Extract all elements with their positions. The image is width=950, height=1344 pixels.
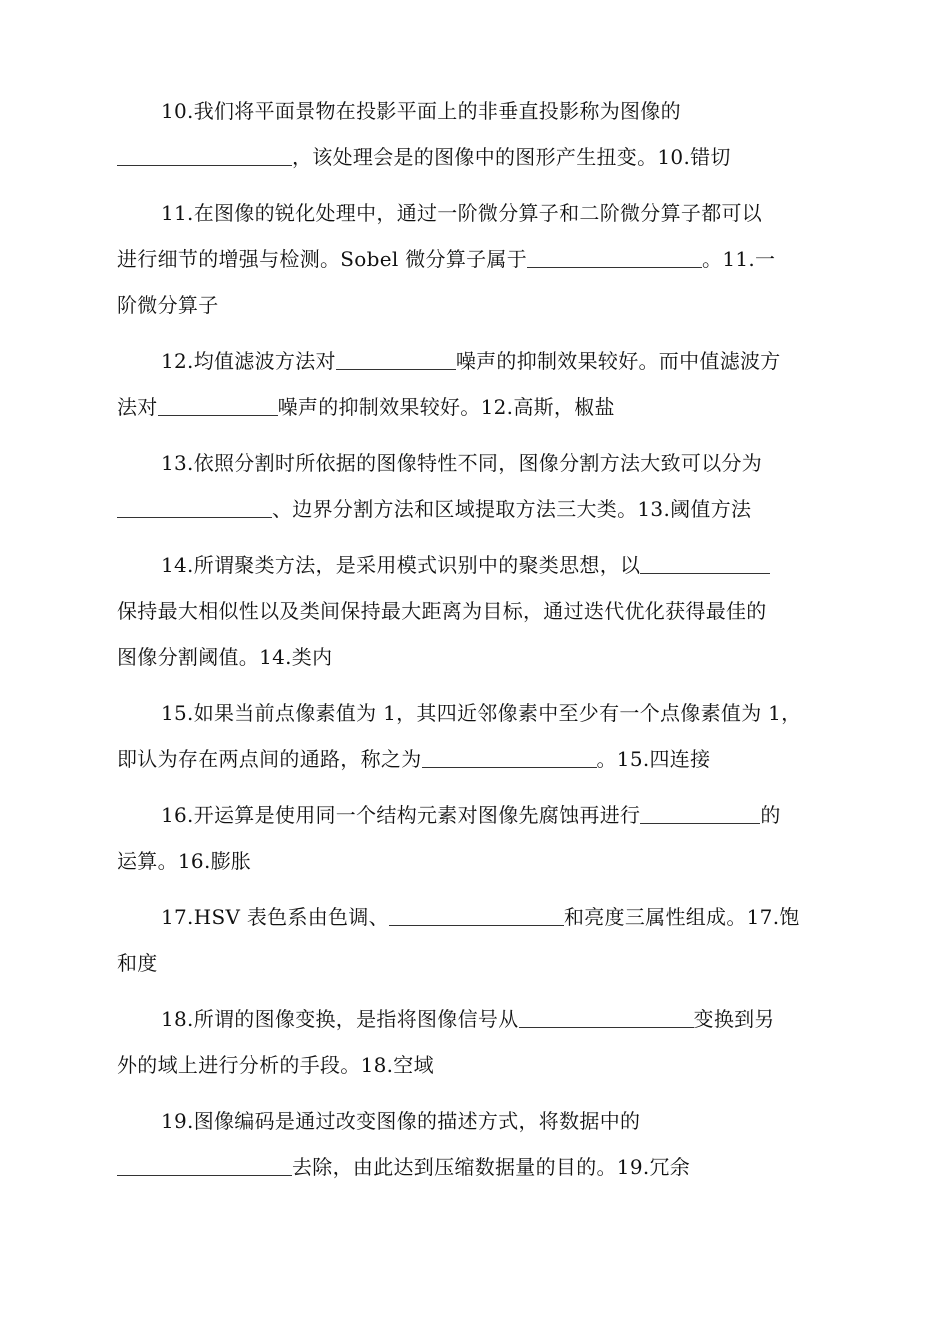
question-text: ，该处理会是的图像中的图形产生扭变。10.错切: [292, 145, 731, 169]
question-line: [117, 940, 847, 986]
answer-blank: [389, 905, 564, 926]
question-text: 进行细节的增强与检测。Sobel 微分算子属于: [117, 247, 528, 271]
question-text: 保持最大相似性以及类间保持最大距离为目标，通过迭代优化获得最佳的: [117, 599, 767, 623]
question-line: [117, 634, 847, 680]
answer-blank: [117, 145, 292, 166]
question-line: [117, 190, 847, 236]
question-16: [117, 792, 847, 884]
question-line: [117, 384, 847, 430]
question-line: [117, 690, 847, 736]
question-text: 18.所谓的图像变换，是指将图像信号从: [161, 1007, 519, 1031]
question-line: [117, 1098, 847, 1144]
question-text: 图像分割阈值。14.类内: [117, 645, 333, 669]
question-text: 10.我们将平面景物在投影平面上的非垂直投影称为图像的: [161, 99, 681, 123]
question-line: [117, 134, 847, 180]
question-15: [117, 690, 847, 782]
answer-blank: [640, 553, 770, 574]
question-11: [117, 190, 847, 328]
question-line: [117, 894, 847, 940]
question-text: 17.HSV 表色系由色调、: [161, 905, 389, 929]
question-text: 去除，由此达到压缩数据量的目的。19.冗余: [292, 1155, 691, 1179]
question-text: 和度: [117, 951, 158, 975]
answer-blank: [117, 497, 272, 518]
question-text: 噪声的抑制效果较好。而中值滤波方: [455, 349, 781, 373]
question-line: [117, 1042, 847, 1088]
question-text: 11.在图像的锐化处理中，通过一阶微分算子和二阶微分算子都可以: [161, 201, 763, 225]
question-10: [117, 88, 847, 180]
question-text: 阶微分算子: [117, 293, 219, 317]
question-text: 15.如果当前点像素值为 1，其四近邻像素中至少有一个点像素值为 1，: [161, 701, 802, 725]
question-line: [117, 542, 847, 588]
question-line: [117, 588, 847, 634]
question-text: 变换到另: [693, 1007, 775, 1031]
question-line: [117, 236, 847, 282]
question-text: 噪声的抑制效果较好。12.高斯，椒盐: [277, 395, 615, 419]
question-text: 12.均值滤波方法对: [161, 349, 336, 373]
answer-blank: [640, 803, 760, 824]
answer-blank: [527, 247, 702, 268]
question-text: 、边界分割方法和区域提取方法三大类。13.阈值方法: [272, 497, 752, 521]
question-17: [117, 894, 847, 986]
question-18: [117, 996, 847, 1088]
question-text: 16.开运算是使用同一个结构元素对图像先腐蚀再进行: [161, 803, 641, 827]
answer-blank: [158, 395, 278, 416]
question-line: [117, 1144, 847, 1190]
question-text: 的: [760, 803, 781, 827]
question-line: [117, 440, 847, 486]
question-line: [117, 88, 847, 134]
answer-blank: [336, 349, 456, 370]
question-line: [117, 736, 847, 782]
answer-blank: [422, 747, 597, 768]
question-text: 14.所谓聚类方法，是采用模式识别中的聚类思想，以: [161, 553, 641, 577]
question-line: [117, 792, 847, 838]
question-19: [117, 1098, 847, 1190]
question-text: 。11.一: [702, 247, 776, 271]
question-line: [117, 996, 847, 1042]
question-13: [117, 440, 847, 532]
question-line: [117, 838, 847, 884]
question-text: 。15.四连接: [596, 747, 711, 771]
question-line: [117, 338, 847, 384]
question-text: 法对: [117, 395, 158, 419]
question-text: 19.图像编码是通过改变图像的描述方式，将数据中的: [161, 1109, 641, 1133]
question-14: [117, 542, 847, 680]
question-text: 和亮度三属性组成。17.饱: [563, 905, 800, 929]
question-line: [117, 282, 847, 328]
question-text: 外的域上进行分析的手段。18.空域: [117, 1053, 434, 1077]
question-text: 运算。16.膨胀: [117, 849, 252, 873]
question-text: 13.依照分割时所依据的图像特性不同，图像分割方法大致可以分为: [161, 451, 763, 475]
question-text: 即认为存在两点间的通路，称之为: [117, 747, 422, 771]
answer-blank: [117, 1155, 292, 1176]
question-12: [117, 338, 847, 430]
answer-blank: [519, 1007, 694, 1028]
question-line: [117, 486, 847, 532]
